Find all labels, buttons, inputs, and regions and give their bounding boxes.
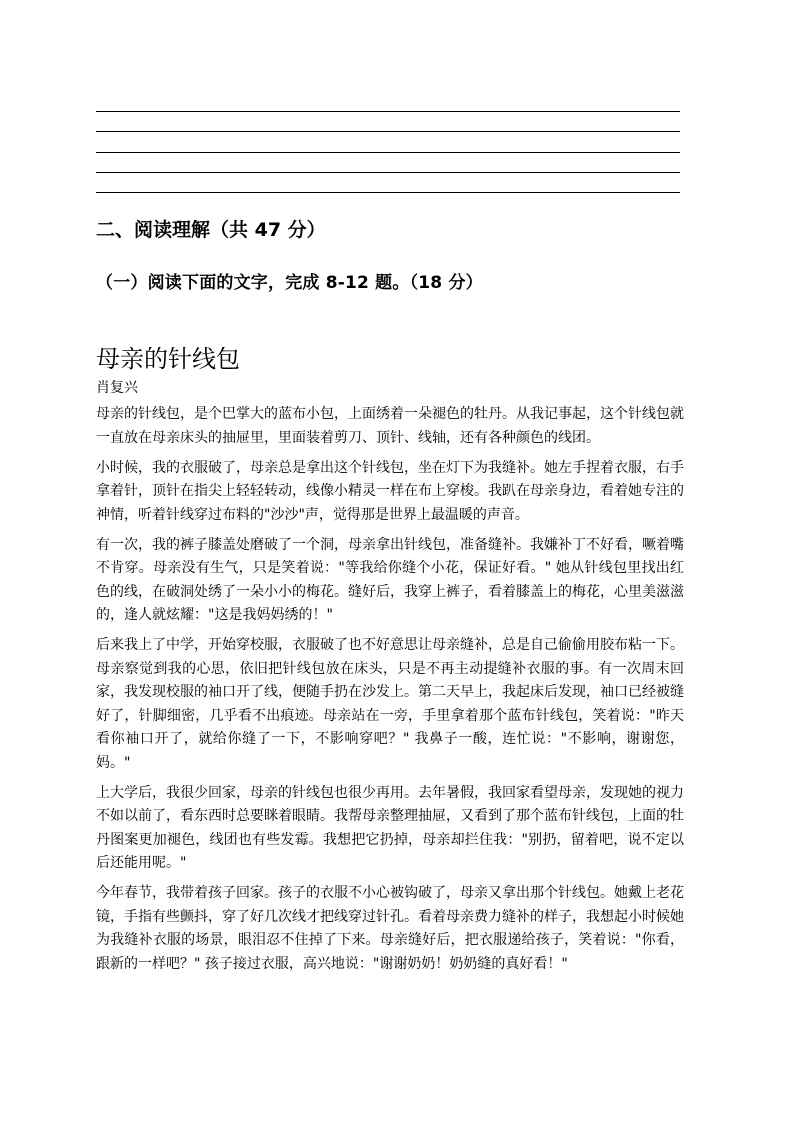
sub-heading: （一）阅读下面的文字，完成 8-12 题。（18 分） [96, 273, 483, 293]
answer-line [96, 192, 680, 193]
section-heading: 二、阅读理解（共 47 分） [96, 219, 326, 241]
article-title: 母亲的针线包 [96, 345, 240, 374]
article-author: 肖复兴 [96, 380, 138, 396]
article-paragraph: 有一次，我的裤子膝盖处磨破了一个洞，母亲拿出针线包，准备缝补。我嫌补丁不好看，噘着嘴不肯穿。母亲没有生气，只是笑着说："等我给你缝个小花，保证好看。" 她从针线包里找出红色的线，在破洞处绣了一朵小小的梅花。缝好后，我穿上裤子，看着膝盖上的梅花，心里美滋滋的，逢人就炫耀："这是我妈妈绣的！" [96, 536, 684, 623]
answer-line [96, 152, 680, 153]
article-body [96, 403, 684, 983]
article-paragraph: 上大学后，我很少回家，母亲的针线包也很少再用。去年暑假，我回家看望母亲，发现她的视力不如以前了，看东西时总要眯着眼睛。我帮母亲整理抽屉，又看到了那个蓝布针线包，上面的牡丹图案更加褪色，线团也有些发霉。我想把它扔掉，母亲却拦住我："别扔，留着吧，说不定以后还能用呢。" [96, 784, 684, 871]
article-paragraph: 今年春节，我带着孩子回家。孩子的衣服不小心被钩破了，母亲又拿出那个针线包。她戴上老花镜，手指有些颤抖，穿了好几次线才把线穿过针孔。看着母亲费力缝补的样子，我想起小时候她为我缝补衣服的场景，眼泪忍不住掉了下来。母亲缝好后，把衣服递给孩子，笑着说："你看，跟新的一样吧？" 孩子接过衣服，高兴地说："谢谢奶奶！奶奶缝的真好看！" [96, 885, 684, 972]
answer-line [96, 111, 680, 112]
article-paragraph: 小时候，我的衣服破了，母亲总是拿出这个针线包，坐在灯下为我缝补。她左手捏着衣服，右手拿着针，顶针在指尖上轻轻转动，线像小精灵一样在布上穿梭。我趴在母亲身边，看着她专注的神情，听着针线穿过布料的"沙沙"声，觉得那是世界上最温暖的声音。 [96, 459, 684, 523]
article-paragraph: 母亲的针线包，是个巴掌大的蓝布小包，上面绣着一朵褪色的牡丹。从我记事起，这个针线包就一直放在母亲床头的抽屉里，里面装着剪刀、顶针、线轴，还有各种颜色的线团。 [96, 406, 684, 446]
answer-line [96, 172, 680, 173]
answer-line [96, 131, 680, 132]
article-paragraph: 后来我上了中学，开始穿校服，衣服破了也不好意思让母亲缝补，总是自己偷偷用胶布粘一下。母亲察觉到我的心思，依旧把针线包放在床头，只是不再主动提缝补衣服的事。有一次周末回家，我发现校服的袖口开了线，便随手扔在沙发上。第二天早上，我起床后发现，袖口已经被缝好了，针脚细密，几乎看不出痕迹。母亲站在一旁，手里拿着那个蓝布针线包，笑着说："昨天看你袖口开了，就给你缝了一下，不影响穿吧？" 我鼻子一酸，连忙说："不影响，谢谢您，妈。" [96, 637, 684, 771]
